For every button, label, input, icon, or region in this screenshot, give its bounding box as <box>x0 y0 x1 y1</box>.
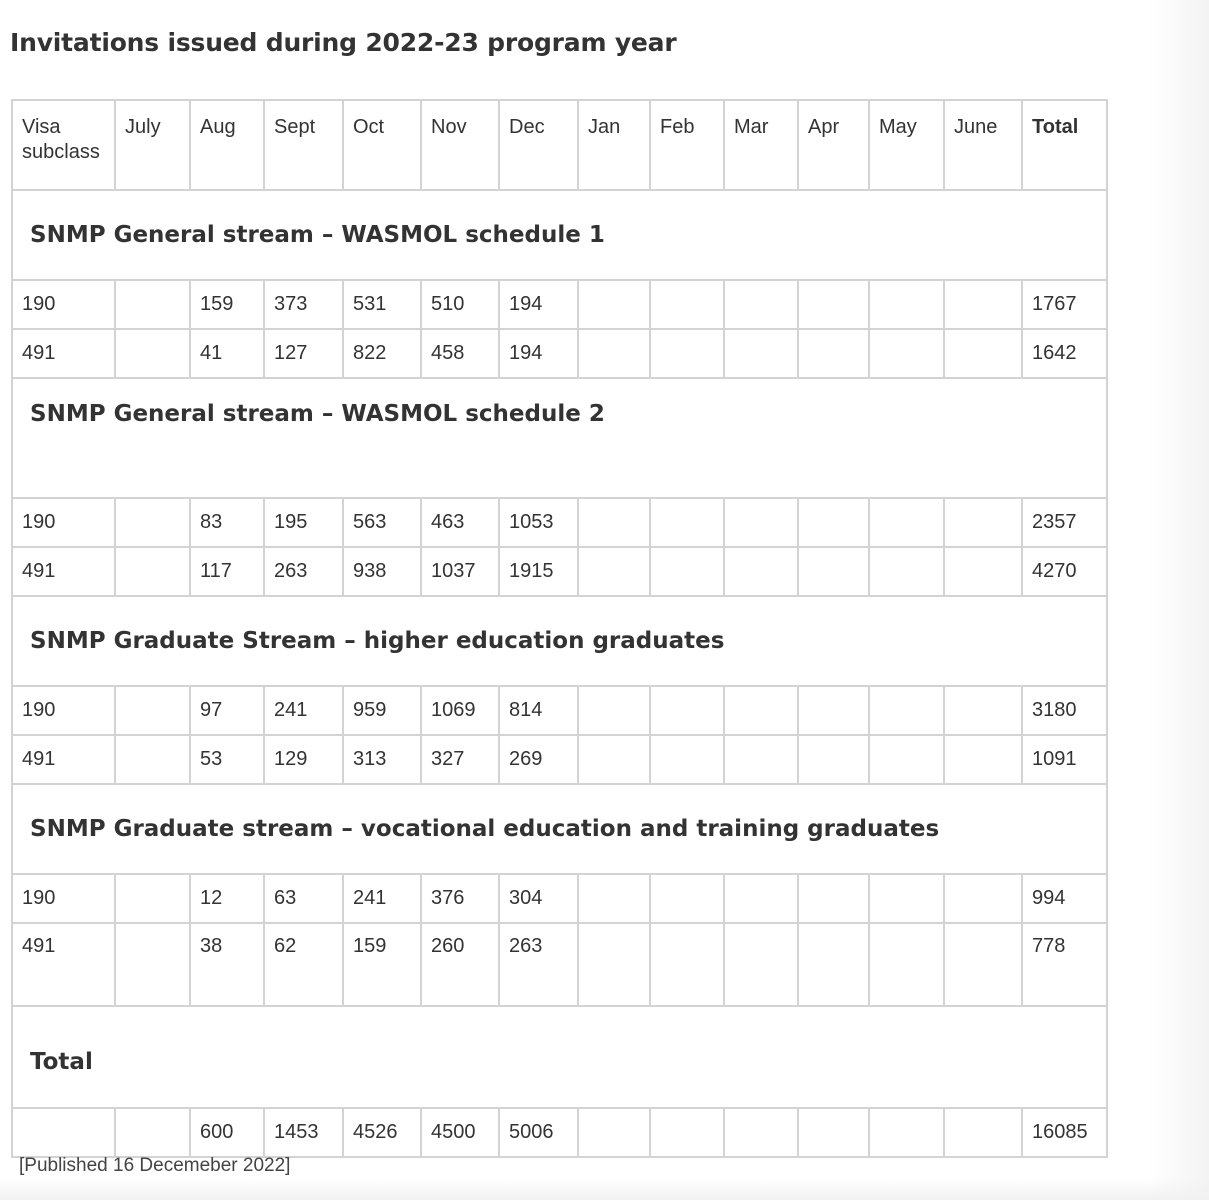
table-cell <box>578 874 650 923</box>
table-cell <box>944 923 1022 1006</box>
table-cell <box>650 874 724 923</box>
table-cell: 190 <box>12 280 115 329</box>
table-cell <box>869 547 944 596</box>
table-cell <box>944 874 1022 923</box>
table-cell <box>115 547 190 596</box>
column-header: Mar <box>724 100 798 190</box>
table-cell: 1915 <box>499 547 578 596</box>
table-row <box>12 280 1107 329</box>
table-cell: 62 <box>264 923 343 1006</box>
table-cell <box>798 686 869 735</box>
table-cell: 1069 <box>421 686 499 735</box>
table-cell: 313 <box>343 735 421 784</box>
table-cell <box>115 280 190 329</box>
table-cell <box>115 686 190 735</box>
table-cell <box>869 280 944 329</box>
table-cell: 5006 <box>499 1108 578 1157</box>
table-cell: 83 <box>190 498 264 547</box>
table-cell: 4270 <box>1022 547 1107 596</box>
table-row <box>12 547 1107 596</box>
table-cell: 491 <box>12 923 115 1006</box>
table-cell <box>115 735 190 784</box>
table-cell <box>798 547 869 596</box>
table-cell <box>724 1108 798 1157</box>
column-header: Visa subclass <box>12 100 115 190</box>
column-header: June <box>944 100 1022 190</box>
table-cell: 190 <box>12 686 115 735</box>
table-row <box>12 686 1107 735</box>
table-cell: 129 <box>264 735 343 784</box>
table-cell <box>650 280 724 329</box>
table-row <box>12 498 1107 547</box>
table-cell: 2357 <box>1022 498 1107 547</box>
table-cell: 327 <box>421 735 499 784</box>
table-cell <box>869 1108 944 1157</box>
table-cell: 376 <box>421 874 499 923</box>
table-cell <box>944 329 1022 378</box>
section-heading: SNMP General stream – WASMOL schedule 2 <box>12 378 1107 498</box>
table-cell <box>869 735 944 784</box>
table-cell: 12 <box>190 874 264 923</box>
table-cell <box>798 923 869 1006</box>
table-body <box>12 100 1107 1157</box>
section-heading: SNMP Graduate Stream – higher education graduates <box>12 596 1107 686</box>
table-cell: 16085 <box>1022 1108 1107 1157</box>
table-cell <box>724 280 798 329</box>
table-cell: 38 <box>190 923 264 1006</box>
column-header: Dec <box>499 100 578 190</box>
table-cell: 241 <box>264 686 343 735</box>
table-cell <box>578 498 650 547</box>
table-cell: 1053 <box>499 498 578 547</box>
table-cell: 822 <box>343 329 421 378</box>
table-cell <box>724 874 798 923</box>
table-cell: 959 <box>343 686 421 735</box>
table-cell: 190 <box>12 498 115 547</box>
section-heading-row <box>12 784 1107 874</box>
section-heading: SNMP Graduate stream – vocational education and training graduates <box>12 784 1107 874</box>
table-cell: 63 <box>264 874 343 923</box>
section-heading-row <box>12 596 1107 686</box>
table-cell <box>650 547 724 596</box>
table-cell: 531 <box>343 280 421 329</box>
column-header: July <box>115 100 190 190</box>
table-cell <box>724 686 798 735</box>
table-cell <box>650 923 724 1006</box>
table-cell: 263 <box>264 547 343 596</box>
table-cell: 1767 <box>1022 280 1107 329</box>
table-cell: 994 <box>1022 874 1107 923</box>
table-cell: 491 <box>12 547 115 596</box>
table-cell <box>798 280 869 329</box>
table-cell: 4500 <box>421 1108 499 1157</box>
table-cell <box>115 1108 190 1157</box>
table-cell: 269 <box>499 735 578 784</box>
table-cell: 304 <box>499 874 578 923</box>
table-cell: 463 <box>421 498 499 547</box>
table-cell: 778 <box>1022 923 1107 1006</box>
table-cell <box>115 498 190 547</box>
table-cell <box>578 329 650 378</box>
table-cell: 458 <box>421 329 499 378</box>
table-cell <box>724 923 798 1006</box>
table-cell <box>798 874 869 923</box>
header-row <box>12 100 1107 190</box>
table-cell: 263 <box>499 923 578 1006</box>
table-cell: 1453 <box>264 1108 343 1157</box>
table-cell <box>578 923 650 1006</box>
table-cell: 1037 <box>421 547 499 596</box>
column-header: Apr <box>798 100 869 190</box>
table-cell: 97 <box>190 686 264 735</box>
table-cell <box>650 686 724 735</box>
table-cell: 938 <box>343 547 421 596</box>
table-cell: 241 <box>343 874 421 923</box>
section-heading-row <box>12 378 1107 498</box>
table-cell <box>869 329 944 378</box>
table-cell <box>798 498 869 547</box>
section-heading: Total <box>12 1006 1107 1108</box>
table-cell: 3180 <box>1022 686 1107 735</box>
invitations-table <box>11 99 1108 1158</box>
column-header: Nov <box>421 100 499 190</box>
bottom-edge-shade <box>0 1178 1209 1200</box>
table-cell <box>944 280 1022 329</box>
table-cell: 563 <box>343 498 421 547</box>
table-cell <box>798 329 869 378</box>
table-cell <box>650 1108 724 1157</box>
table-cell: 1642 <box>1022 329 1107 378</box>
table-row <box>12 329 1107 378</box>
table-cell <box>115 329 190 378</box>
published-note: [Published 16 Decemeber 2022] <box>19 1155 291 1176</box>
column-header: Total <box>1022 100 1107 190</box>
table-cell <box>724 547 798 596</box>
column-header: May <box>869 100 944 190</box>
table-cell <box>944 735 1022 784</box>
table-cell: 260 <box>421 923 499 1006</box>
table-cell: 4526 <box>343 1108 421 1157</box>
table-cell: 53 <box>190 735 264 784</box>
table-cell <box>944 547 1022 596</box>
column-header: Oct <box>343 100 421 190</box>
column-header: Aug <box>190 100 264 190</box>
section-heading: SNMP General stream – WASMOL schedule 1 <box>12 190 1107 280</box>
table-cell <box>724 498 798 547</box>
column-header: Feb <box>650 100 724 190</box>
table-row <box>12 735 1107 784</box>
table-cell: 194 <box>499 280 578 329</box>
table-row <box>12 1108 1107 1157</box>
table-cell <box>944 1108 1022 1157</box>
table-cell: 190 <box>12 874 115 923</box>
table-cell: 127 <box>264 329 343 378</box>
table-cell <box>724 735 798 784</box>
table-cell: 159 <box>190 280 264 329</box>
table-cell: 195 <box>264 498 343 547</box>
right-edge-shade <box>1149 0 1209 1200</box>
table-cell <box>869 686 944 735</box>
table-cell <box>650 329 724 378</box>
table-cell: 194 <box>499 329 578 378</box>
table-cell <box>869 874 944 923</box>
table-cell <box>578 735 650 784</box>
table-cell: 159 <box>343 923 421 1006</box>
table-cell <box>724 329 798 378</box>
section-heading-row <box>12 190 1107 280</box>
table-cell <box>578 280 650 329</box>
table-cell: 600 <box>190 1108 264 1157</box>
table-cell: 41 <box>190 329 264 378</box>
table-cell <box>869 923 944 1006</box>
table-cell <box>578 1108 650 1157</box>
table-cell <box>869 498 944 547</box>
section-heading-row <box>12 1006 1107 1108</box>
table-cell: 373 <box>264 280 343 329</box>
table-cell <box>944 686 1022 735</box>
table-row <box>12 874 1107 923</box>
table-cell: 510 <box>421 280 499 329</box>
page-title: Invitations issued during 2022-23 program year <box>10 28 677 57</box>
table-cell: 1091 <box>1022 735 1107 784</box>
table-cell <box>115 923 190 1006</box>
table-cell <box>944 498 1022 547</box>
table-cell <box>578 686 650 735</box>
table-cell <box>12 1108 115 1157</box>
table-cell <box>798 1108 869 1157</box>
table-cell <box>650 498 724 547</box>
table-cell <box>650 735 724 784</box>
table-cell <box>798 735 869 784</box>
table-row <box>12 923 1107 1006</box>
table-cell: 491 <box>12 329 115 378</box>
table-cell: 117 <box>190 547 264 596</box>
table-cell <box>115 874 190 923</box>
table-cell <box>578 547 650 596</box>
column-header: Sept <box>264 100 343 190</box>
table-cell: 491 <box>12 735 115 784</box>
table-cell: 814 <box>499 686 578 735</box>
column-header: Jan <box>578 100 650 190</box>
